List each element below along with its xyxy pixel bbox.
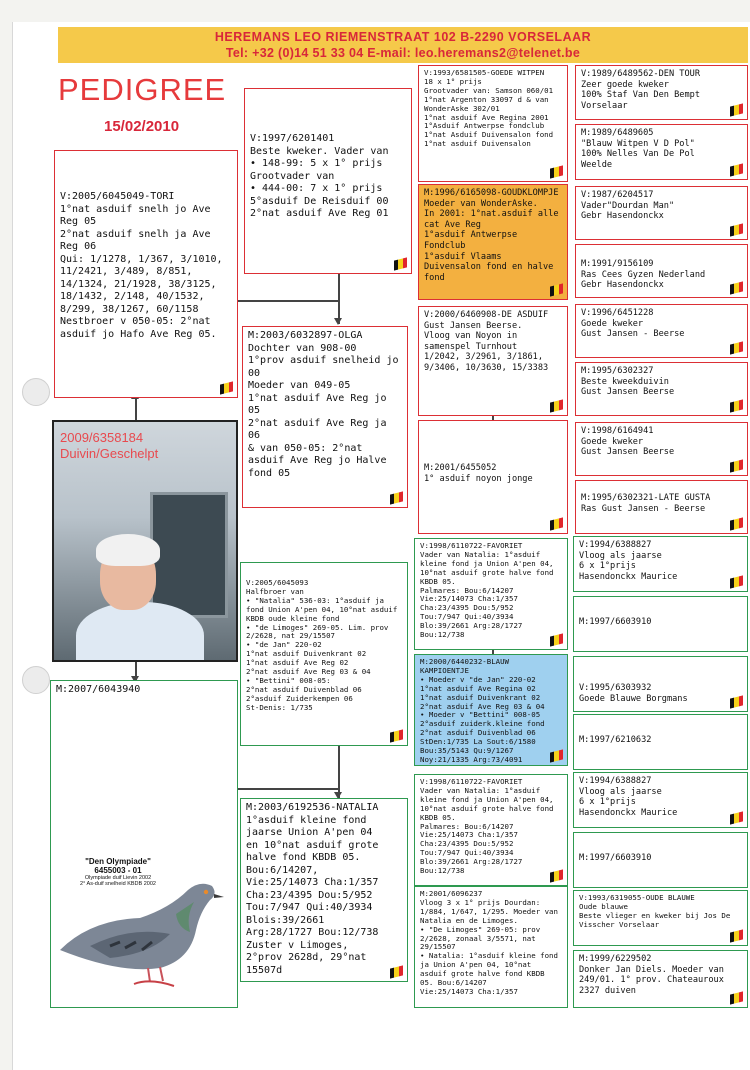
dam-dam-card bbox=[240, 798, 408, 982]
connector-line bbox=[135, 398, 137, 420]
subject-photo bbox=[52, 420, 238, 662]
gen4-card bbox=[575, 244, 748, 298]
sire-sire-card bbox=[244, 88, 412, 274]
gen3-text: M:2001/6096237 Vloog 3 x 1° prijs Dourdan: 1/884, 1/647, 1/295. Moeder van Natalia en de Limoges. • "De Limoges" 269-05: prov 2/2628, zonaal 3/5571, nat 29/15507 • Natalia: 1°asduif kleine fond ja Union A'pen 04, 10°nat asduif grote halve fond KBDB 05. Bou:6/14207 Vie:25/14073 Cha:1/357 bbox=[420, 889, 558, 996]
gen3-text: V:1998/6110722-FAVORIET Vader van Natalia: 1°asduif kleine fond ja Union A'pen 04, 10°nat asduif grote halve fond KBDB 05. Palmares: Bou:6/14207 Vie:25/14073 Cha:1/357 Cha:23/4395 Dou:5/952 Tou:7/947 Qui:40/3934 Blo:39/2661 Arg:28/1727 Bou:12/738 bbox=[420, 777, 554, 876]
gen4-text: M:1991/9156109 Ras Cees Gyzen Nederland Gebr Hasendonckx bbox=[581, 259, 706, 291]
connector-line bbox=[238, 788, 338, 790]
gen4-card bbox=[575, 362, 748, 416]
pedigree-date: 15/02/2010 bbox=[104, 118, 180, 135]
gen4-text: V:1998/6164941 Goede kweker Gust Jansen Beerse bbox=[581, 426, 675, 458]
gen3-text: M:2001/6455052 1° asduif noyon jonge bbox=[424, 463, 533, 484]
sire-text: V:2005/6045049-TORI 1°nat asduif snelh jo Ave Reg 05 2°nat asduif snelh ja Ave Reg 06 Qui: 1/1278, 1/367, 3/1010, 11/2421, 3/489, 8/851, 14/1324, 21/1928, 38/3125, 18/1432, 2/148, 40/1532, 8/299, 38/1267, 60/1158 Nestbroer v 050-05: 2°nat asduif jo Hafo Ave Reg 05. bbox=[60, 191, 223, 340]
gen4-card bbox=[573, 832, 748, 888]
sire-card bbox=[54, 150, 238, 398]
punch-hole bbox=[22, 666, 50, 694]
gen3-text: V:2000/6460908-DE ASDUIF Gust Jansen Beerse. Vloog van Noyon in samenspel Turnhout 1/2042, 3/2961, 3/1861, 9/3406, 10/3630, 15/3383 bbox=[424, 310, 549, 373]
gen3-text: V:1998/6110722-FAVORIET Vader van Natalia: 1°asduif kleine fond ja Union A'pen 04, 10°nat asduif grote halve fond KBDB 05. Palmares: Bou:6/14207 Vie:25/14073 Cha:1/357 Cha:23/4395 Dou:5/952 Tou:7/947 Qui:40/3934 Blo:39/2661 Arg:28/1727 Bou:12/738 bbox=[420, 541, 554, 640]
gen4-card bbox=[573, 714, 748, 770]
belgian-flag-icon bbox=[730, 341, 743, 354]
sire-sire-text: V:1997/6201401 Beste kweker. Vader van • 148-99: 5 x 1° prijs Grootvader van • 444-00: 7 x 1° prijs 5°asduif De Reisduif 00 2°nat asduif Ave Reg 01 bbox=[250, 133, 389, 219]
gen4-text: M:1989/6489605 "Blauw Witpen V D Pol" 100% Nelles Van De Pol Weelde bbox=[581, 128, 695, 170]
belgian-flag-icon bbox=[730, 991, 743, 1004]
photo-person-hair bbox=[96, 534, 160, 566]
gen4-text: V:1987/6204517 Vader"Dourdan Man" Gebr Hasendonckx bbox=[581, 190, 675, 222]
gen4-text: M:1997/6210632 bbox=[579, 735, 652, 745]
gen4-text: V:1993/6319055-OUDE BLAUWE Oude blauwe Beste vlieger en kweker bij Jos De Visscher Vorselaar bbox=[579, 893, 731, 929]
breeder-address: HEREMANS LEO RIEMENSTRAAT 102 B-2290 VORSELAAR bbox=[214, 30, 592, 44]
belgian-flag-icon bbox=[550, 869, 563, 882]
belgian-flag-icon bbox=[220, 381, 233, 394]
gen3-card-sss bbox=[418, 65, 568, 182]
gen4-text: M:1999/6229502 Donker Jan Diels. Moeder van 249/01. 1° prov. Chateauroux 2327 duiven bbox=[579, 954, 724, 996]
dam-sire-card bbox=[240, 562, 408, 746]
gen4-card bbox=[575, 304, 748, 358]
gen3-card-sds bbox=[418, 306, 568, 416]
gen4-card bbox=[575, 186, 748, 240]
photo-person-shirt bbox=[76, 602, 204, 662]
belgian-flag-icon bbox=[730, 929, 743, 942]
gen4-text: V:1994/6388827 Vloog als jaarse 6 x 1°prijs Hasendonckx Maurice bbox=[579, 776, 678, 818]
gen4-card bbox=[575, 422, 748, 476]
gen3-card-dss bbox=[414, 538, 568, 650]
gen4-card bbox=[575, 124, 748, 180]
gen4-card bbox=[573, 950, 748, 1008]
gen4-card bbox=[573, 596, 748, 652]
arrow-icon bbox=[334, 318, 342, 325]
belgian-flag-icon bbox=[550, 633, 563, 646]
connector-line bbox=[238, 300, 338, 302]
belgian-flag-icon bbox=[730, 399, 743, 412]
gen4-card bbox=[575, 65, 748, 120]
gen3-card-sdd bbox=[418, 420, 568, 534]
gen4-card bbox=[573, 536, 748, 592]
gen4-text: V:1996/6451228 Goede kweker Gust Jansen - Beerse bbox=[581, 308, 685, 340]
pigeon-ring: 6455003 - 01 bbox=[94, 866, 142, 875]
belgian-flag-icon bbox=[390, 491, 403, 504]
gen4-card bbox=[575, 480, 748, 534]
pigeon-note-1: Olympiade duif Lievin 2002 bbox=[84, 875, 152, 881]
gen4-text: M:1997/6603910 bbox=[579, 617, 652, 627]
pigeon-illustration bbox=[50, 850, 230, 1000]
gen4-text: M:1995/6302321-LATE GUSTA Ras Gust Jansen - Beerse bbox=[581, 493, 711, 514]
gen3-text: M:2000/6440232-BLAUW KAMPIOENTJE • Moeder v "de Jan" 220-02 1°nat asduif Ave Regina 02 1°nat asduif Duivenkrant 02 2°nat asduif Ave Reg 03 & 04 • Moeder v "Bettini" 008-05 2°asduif zuiderk.kleine fond 2°nat asduif Duivenblad 06 StDen:1/735 La Sout:6/1580 Bou:35/5143 Qu:9/1267 Noy:21/1335 Arg:73/4091 bbox=[420, 657, 545, 764]
belgian-flag-icon bbox=[730, 223, 743, 236]
sire-dam-text: M:2003/6032897-OLGA Dochter van 908-00 1°prov asduif snelheid jo 00 Moeder van 049-05 1°nat asduif Ave Reg jo 05 2°nat asduif Ave Reg ja 06 & van 050-05: 2°nat asduif Ave Reg jo Halve fond 05 bbox=[248, 330, 399, 479]
gen4-text: M:1997/6603910 bbox=[579, 853, 652, 863]
dam-text: M:2007/6043940 bbox=[56, 684, 141, 695]
belgian-flag-icon bbox=[730, 163, 743, 176]
belgian-flag-icon bbox=[730, 811, 743, 824]
belgian-flag-icon bbox=[394, 257, 407, 270]
gen4-card bbox=[573, 890, 748, 946]
punch-hole bbox=[22, 378, 50, 406]
subject-description: Duivin/Geschelpt bbox=[60, 446, 159, 461]
gen4-card bbox=[573, 656, 748, 712]
belgian-flag-icon bbox=[550, 165, 563, 178]
belgian-flag-icon bbox=[730, 517, 743, 530]
gen3-text: V:1993/6581505-GOEDE WITPEN 18 x 1° prijs Grootvader van: Samson 060/01 1°nat Argenton 33097 d & van WonderAske 302/01 1°nat asduif Ave Regina 2001 1°Asduif Antwerpse fondclub 1°nat Asduif Duivensalon fond 1°nat asduif Duivensalon bbox=[424, 68, 554, 149]
connector-line bbox=[338, 746, 340, 798]
sire-dam-card bbox=[242, 326, 408, 508]
gen4-card bbox=[573, 772, 748, 828]
gen3-card-ssd bbox=[418, 184, 568, 300]
belgian-flag-icon bbox=[550, 517, 563, 530]
gen4-text: V:1989/6489562-DEN TOUR Zeer goede kweker 100% Staf Van Den Bempt Vorselaar bbox=[581, 69, 700, 111]
photo-window bbox=[150, 492, 228, 618]
belgian-flag-icon bbox=[550, 283, 563, 296]
breeder-header bbox=[58, 27, 748, 63]
dam-sire-text: V:2005/6045093 Halfbroer van • "Natalia" 536-03: 1°asduif ja fond Union A'pen 04, 10°nat asduif KBDB oude kleine fond • "de Limoges" 269-05. Lim. prov 2/2628, nat 29/15507 • "de Jan" 220-02 1°nat asduif Duivenkrant 02 1°nat asduif Ave Reg 02 2°nat asduif Ave Reg 03 & 04 • "Bettini" 008-05: 2°nat asduif Duivenblad 06 2°asduif Zuiderkempen 06 St-Denis: 1/735 bbox=[246, 578, 398, 712]
belgian-flag-icon bbox=[550, 399, 563, 412]
gen3-text: M:1996/6165098-GOUDKLOMPJE Moeder van WonderAske. In 2001: 1°nat.asduif alle cat Ave Reg 1°asduif Antwerpse Fondclub 1°asduif Vlaams Duivensalon fond en halve fond bbox=[424, 188, 559, 283]
connector-line bbox=[338, 274, 340, 324]
breeder-contact: Tel: +32 (0)14 51 33 04 E-mail: leo.heremans2@telenet.be bbox=[225, 46, 581, 60]
gen4-text: V:1994/6388827 Vloog als jaarse 6 x 1°prijs Hasendonckx Maurice bbox=[579, 540, 678, 582]
dam-dam-text: M:2003/6192536-NATALIA 1°asduif kleine fond jaarse Union A'pen 04 en 10°nat asduif grote halve fond KBDB 05. Bou:6/14207, Vie:25/14073 Cha:1/357 Cha:23/4395 Dou:5/952 Tou:7/947 Qui:40/3934 Blois:39/2661 Arg:28/1727 Bou:12/738 Zuster v Limoges, 2°prov 2628d, 29°nat 15507d bbox=[246, 802, 379, 976]
pigeon-note-2: 2° As-duif snelheid KBDB 2002 bbox=[80, 881, 156, 887]
gen4-text: M:1995/6302327 Beste kweekduivin Gust Jansen Beerse bbox=[581, 366, 675, 398]
belgian-flag-icon bbox=[730, 103, 743, 116]
gen3-card-dsd bbox=[414, 654, 568, 766]
gen3-card-dds bbox=[414, 774, 568, 886]
subject-ring: 2009/6358184 bbox=[60, 430, 144, 445]
gen4-text: V:1995/6303932 Goede Blauwe Borgmans bbox=[579, 683, 688, 704]
page-title: PEDIGREE bbox=[58, 72, 227, 107]
gen3-card-ddd bbox=[414, 886, 568, 1008]
belgian-flag-icon bbox=[390, 729, 403, 742]
belgian-flag-icon bbox=[730, 459, 743, 472]
pigeon-name: "Den Olympiade" bbox=[85, 857, 151, 866]
belgian-flag-icon bbox=[730, 575, 743, 588]
